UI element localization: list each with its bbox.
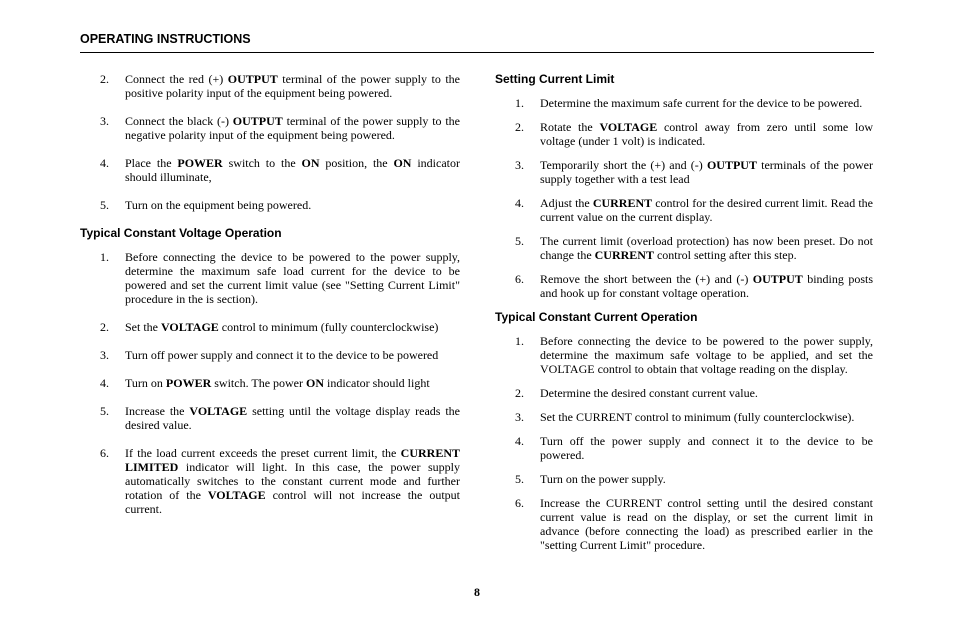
bold-term: VOLTAGE	[161, 320, 219, 334]
list-item-number: 6.	[515, 272, 524, 286]
list-item	[495, 196, 873, 224]
list-item-text: binding posts and hook up for constant voltage operation.	[540, 272, 873, 300]
list-item-number: 3.	[100, 348, 109, 362]
list-item-text: Before connecting the device to be powered to the power supply, determine the maximum safe voltage to be applied, and set the VOLTAGE control to obtain that voltage reading on the display.	[540, 334, 873, 376]
list-item-text: Temporarily short the (+) and (-)	[540, 158, 707, 172]
list-item-text: control to minimum (fully counterclockwise)	[218, 320, 439, 334]
list-item	[80, 404, 460, 432]
list-item	[495, 386, 873, 400]
list-item-number: 1.	[515, 334, 524, 348]
bold-term: VOLTAGE	[599, 120, 658, 134]
bold-term: OUTPUT	[752, 272, 803, 286]
list-item	[495, 472, 873, 486]
bold-term: ON	[301, 156, 320, 170]
list-item-text: terminals of the power supply together with a test lead	[540, 158, 873, 186]
page-header: OPERATING INSTRUCTIONS	[80, 32, 251, 46]
list-item-number: 2.	[100, 320, 109, 334]
list-item-text: switch. The power	[211, 376, 307, 390]
list-item-text: indicator should illuminate,	[125, 156, 460, 184]
list-item-text: switch to the	[222, 156, 302, 170]
list-item-text: Determine the maximum safe current for the device to be powered.	[540, 96, 863, 110]
list-item	[80, 320, 460, 334]
list-item-number: 1.	[515, 96, 524, 110]
list-item-text: If the load current exceeds the preset current limit, the	[125, 446, 401, 460]
list-item	[495, 272, 873, 300]
list-item	[495, 120, 873, 148]
list-item-number: 5.	[100, 198, 109, 212]
list-item-number: 2.	[515, 386, 524, 400]
bold-term: VOLTAGE	[189, 404, 248, 418]
list-item-text: Turn on the equipment being powered.	[125, 198, 312, 212]
right-column	[495, 72, 873, 562]
list-item-text: Turn off the power supply and connect it to the device to be powered.	[540, 434, 873, 462]
list-item-text: terminal of the power supply to the negative polarity input of the equipment being powered.	[125, 114, 460, 142]
list-item-text: control for the desired current limit. Read the current value on the current display.	[540, 196, 873, 224]
list-item-number: 3.	[515, 158, 524, 172]
page-number: 8	[474, 585, 480, 599]
section-heading-current-limit: Setting Current Limit	[495, 72, 615, 86]
left-column	[80, 72, 460, 530]
list-item-number: 5.	[515, 234, 524, 248]
list-item-text: Place the	[125, 156, 178, 170]
bold-term: CURRENT	[592, 196, 653, 210]
list-item-text: Remove the short between the (+) and (-)	[540, 272, 753, 286]
list-item-number: 3.	[100, 114, 109, 128]
list-item-text: Increase the CURRENT control setting until the desired constant current value is read on the display, or set the current limit in advance (before connecting the load) as prescribed earlier in the "setting Current Limit" procedure.	[540, 496, 873, 552]
list-item-text: Turn on the power supply.	[540, 472, 666, 486]
list-item-text: setting until the voltage display reads the desired value.	[125, 404, 460, 432]
list-item-text: Connect the red (+)	[125, 72, 228, 86]
list-item-number: 4.	[515, 196, 524, 210]
list-item	[495, 410, 873, 424]
list-item	[80, 446, 460, 516]
list-item-number: 6.	[515, 496, 524, 510]
bold-term: OUTPUT	[232, 114, 283, 128]
list-item-text: control away from zero until some low voltage (under 1 volt) is indicated.	[540, 120, 873, 148]
constant-current-list	[495, 334, 873, 552]
list-item-text: terminal of the power supply to the positive polarity input of the equipment being powered.	[125, 72, 460, 100]
list-item-number: 3.	[515, 410, 524, 424]
constant-voltage-list	[80, 250, 460, 516]
list-item	[495, 158, 873, 186]
list-item-number: 4.	[100, 376, 109, 390]
list-item-text: indicator should light	[324, 376, 430, 390]
list-item-text: indicator will light. In this case, the power supply automatically switches to the constant current mode and further rotation of the	[125, 460, 460, 502]
current-limit-list	[495, 96, 873, 300]
list-item-text: Increase the	[125, 404, 190, 418]
list-item-number: 1.	[100, 250, 109, 264]
list-item-text: Adjust the	[540, 196, 593, 210]
list-item-text: Turn on	[125, 376, 166, 390]
section-heading-constant-current: Typical Constant Current Operation	[495, 310, 698, 324]
list-item-text: The current limit (overload protection) has now been preset. Do not change the	[540, 234, 873, 262]
bold-term: OUTPUT	[706, 158, 757, 172]
bold-term: POWER	[177, 156, 223, 170]
list-item	[80, 376, 460, 390]
list-item	[80, 72, 460, 100]
list-item	[80, 250, 460, 306]
list-item-number: 6.	[100, 446, 109, 460]
bold-term: POWER	[165, 376, 212, 390]
list-item-text: Set the CURRENT control to minimum (fully counterclockwise).	[540, 410, 855, 424]
list-item	[80, 348, 460, 362]
list-item-text: Set the	[125, 320, 161, 334]
list-item-text: Before connecting the device to be powered to the power supply, determine the maximum safe load current for the device to be powered and set the current limit value (see "Setting Current Limit" procedure in the is section).	[125, 250, 460, 306]
list-item-number: 2.	[100, 72, 109, 86]
bold-term: OUTPUT	[227, 72, 278, 86]
list-item-text: position, the	[319, 156, 394, 170]
list-item	[80, 114, 460, 142]
bold-term: ON	[306, 376, 325, 390]
list-item-number: 5.	[100, 404, 109, 418]
list-item	[80, 156, 460, 184]
list-item	[495, 334, 873, 376]
list-item-text: control will not increase the output current.	[125, 488, 461, 516]
list-item-number: 5.	[515, 472, 524, 486]
section-heading-constant-voltage: Typical Constant Voltage Operation	[80, 226, 282, 240]
intro-list	[80, 72, 460, 212]
list-item-text: Connect the black (-)	[125, 114, 233, 128]
list-item-text: control setting after this step.	[653, 248, 797, 262]
header-rule	[80, 52, 874, 53]
bold-term: CURRENT	[594, 248, 654, 262]
bold-term: ON	[393, 156, 412, 170]
list-item	[495, 234, 873, 262]
bold-term: CURRENT LIMITED	[125, 446, 460, 474]
list-item-text: Rotate the	[540, 120, 600, 134]
list-item-number: 4.	[100, 156, 109, 170]
list-item	[80, 198, 460, 212]
list-item	[495, 496, 873, 552]
list-item-text: Turn off power supply and connect it to the device to be powered	[125, 348, 439, 362]
list-item-number: 4.	[515, 434, 524, 448]
list-item-number: 2.	[515, 120, 524, 134]
bold-term: VOLTAGE	[207, 488, 266, 502]
list-item	[495, 434, 873, 462]
list-item	[495, 96, 873, 110]
list-item-text: Determine the desired constant current value.	[540, 386, 758, 400]
